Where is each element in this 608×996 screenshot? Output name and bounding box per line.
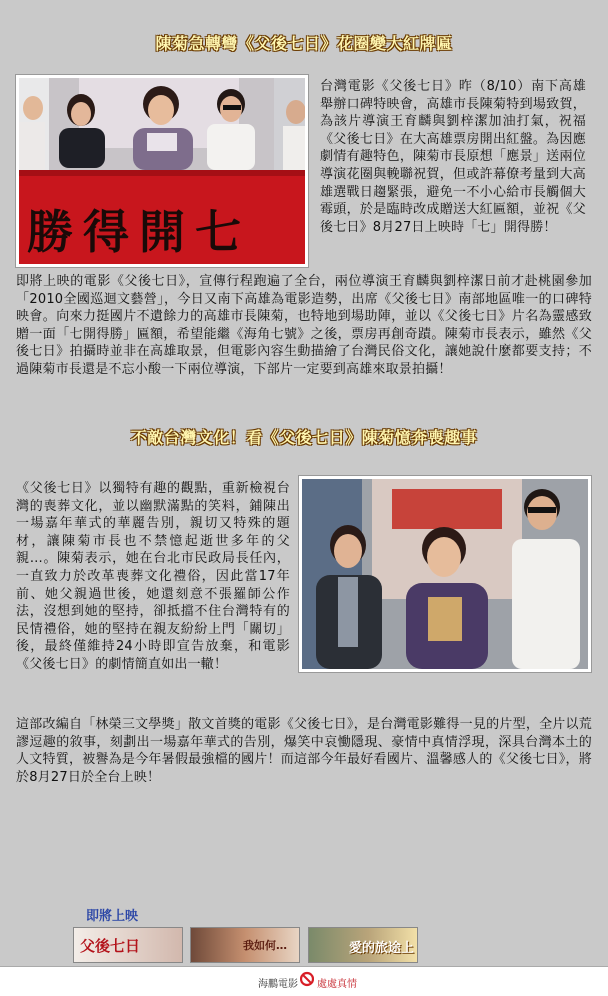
thumb-title: 父後七日 <box>80 937 141 955</box>
mayor-poster-photo <box>302 479 588 669</box>
section2-body-left: 《父後七日》以獨特有趣的觀點，重新檢視台灣的喪葬文化，並以幽默滿點的笑料，鋪陳出一場嘉年華式的華麗告別，親切又特殊的題材，讓陳菊市長也不禁憶起逝世多年的父親…。陳菊表示，她在台北市民政局長任內，一直致力於改革喪葬文化禮俗，因此當17年前、她父親過世後，她還刻意不張羅師公作法，沒想到她的堅持，卻抵擋不住台灣特有的民情禮俗，她的堅持在親友紛紛上門「關切」後，最終僅維持24小時即宣告放棄，和電影《父後七日》的劇情簡直如出一轍！ <box>16 481 290 672</box>
section1-title: 陳菊急轉彎《父後七日》花圈變大紅牌匾 <box>155 34 453 53</box>
section1-body-right: 台灣電影《父後七日》昨（8/10）南下高雄舉辦口碑特映會，高雄市長陳菊特到場致賀，為該片導演王育麟與劉梓潔加油打氣，祝福《父後七日》在大高雄票房開出紅盤。為因應劇情有趣特色，陳菊市長原想「應景」送兩位導演花圈與輓聯祝賀，但或許幕僚考量到大高雄選戰日趨緊張，避免一不小心給市長觸個大霉頭，於是臨時改成贈送大紅匾額，並祝《父後七日》8月27日上映時「七」開得勝！ <box>320 79 586 235</box>
footer-slogan: 處處真情 <box>317 979 357 990</box>
footer-brand: 海鵬電影 <box>258 979 298 990</box>
section2-body-full: 這部改編自「林榮三文學獎」散文首獎的電影《父後七日》，是台灣電影難得一見的片型，全片以荒謬逗趣的敘事，刻劃出一場嘉年華式的告別，爆笑中哀慟隱現、豪情中真情浮現，深具台灣本土的人文特質，被譽為是今年暑假最強檔的國片！而這部今年最好看國片、溫馨感人的《父後七日》，將於8月27日於全台上映！ <box>16 717 592 785</box>
section2-title: 不敵台灣文化！看《父後七日》陳菊憶奔喪趣事 <box>130 428 478 447</box>
brand-logo-icon <box>300 971 314 987</box>
coming-soon-thumb-3[interactable] <box>308 927 418 963</box>
photo-banner-text: 勝得開七 <box>27 205 251 259</box>
thumb-title: 愛的旅途上 <box>349 941 415 956</box>
footer <box>0 966 608 996</box>
section2-photo <box>299 476 591 672</box>
section1-photo <box>16 75 308 267</box>
coming-soon-thumb-1[interactable] <box>73 927 183 963</box>
thumb-title: 我如何… <box>243 939 287 952</box>
section1-body-full: 即將上映的電影《父後七日》，宣傳行程跑遍了全台，兩位導演王育麟與劉梓潔日前才赴桃園參加「2010全國巡迴文藝營」，今日又南下高雄為電影造勢，出席《父後七日》南部地區唯一的口碑特映會。向來力挺國片不遺餘力的高雄市長陳菊，也特地到場助陣，並以《父後七日》片名為靈感致贈一面「七開得勝」匾額，希望能繼《海角七號》之後，票房再創奇蹟。陳菊市長表示，雖然《父後七日》拍攝時並非在高雄取景，但電影內容生動描繪了台灣民俗文化，讓她說什麼都要支持；不過陳菊市長還是不忘小酸一下兩位導演，下部片一定要到高雄來取景拍攝！ <box>16 274 592 377</box>
coming-soon-label: 即將上映 <box>86 909 139 924</box>
coming-soon-thumb-2[interactable] <box>190 927 300 963</box>
